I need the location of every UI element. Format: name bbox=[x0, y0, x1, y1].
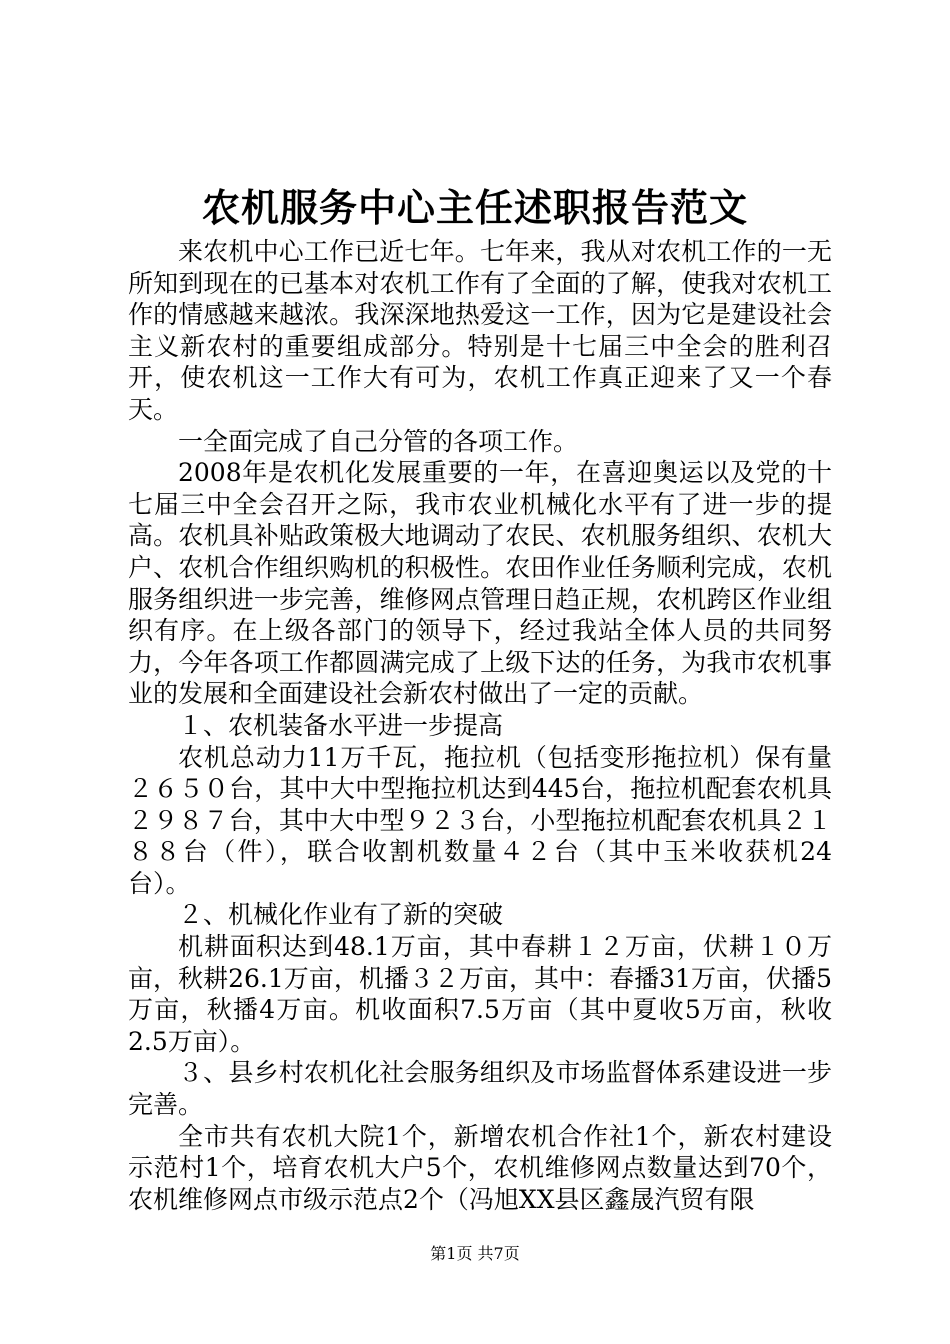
paragraph-heading-2: ２、机械化作业有了新的突破 bbox=[178, 900, 504, 930]
paragraph-section-heading: 一全面完成了自己分管的各项工作。 bbox=[178, 426, 579, 456]
document-body bbox=[128, 236, 832, 1215]
paragraph-service-network: 全市共有农机大院1个，新增农机合作社1个，新农村建设示范村1个，培育农机大户5个，农机维修网点数量达到70个，农机维修网点市级示范点2个（冯旭XX县区鑫晟汽贸有限 bbox=[128, 1121, 832, 1214]
paragraph-heading-3: ３、县乡村农机化社会服务组织及市场监督体系建设进一步完善。 bbox=[128, 1058, 832, 1120]
document-title: 农机服务中心主任述职报告范文 bbox=[201, 185, 748, 230]
paragraph-summary-2008: 2008年是农机化发展重要的一年，在喜迎奥运以及党的十七届三中全会召开之际，我市农业机械化水平有了进一步的提高。农机具补贴政策极大地调动了农民、农机服务组织、农机大户、农机合作组织购机的积极性。农田作业任务顺利完成，农机服务组织进一步完善，维修网点管理日趋正规，农机跨区作业组织有序。在上级各部门的领导下，经过我站全体人员的共同努力，今年各项工作都圆满完成了上级下达的任务，为我市农机事业的发展和全面建设社会新农村做出了一定的贡献。 bbox=[128, 458, 832, 709]
paragraph-equipment: 农机总动力11万千瓦，拖拉机（包括变形拖拉机）保有量２６５０台，其中大中型拖拉机达到445台，拖拉机配套农机具２９８７台，其中大中型９２３台，小型拖拉机配套农机具２１８８台（件），联合收割机数量４２台（其中玉米收获机24台）。 bbox=[128, 742, 832, 898]
paragraph-mechanization: 机耕面积达到48.1万亩，其中春耕１２万亩，伏耕１０万亩，秋耕26.1万亩，机播３２万亩，其中：春播31万亩，伏播5万亩，秋播4万亩。机收面积7.5万亩（其中夏收5万亩，秋收2.5万亩）。 bbox=[128, 932, 832, 1056]
paragraph-intro: 来农机中心工作已近七年。七年来，我从对农机工作的一无所知到现在的已基本对农机工作有了全面的了解，使我对农机工作的情感越来越浓。我深深地热爱这一工作，因为它是建设社会主义新农村的重要组成部分。特别是十七届三中全会的胜利召开，使农机这一工作大有可为，农机工作真正迎来了又一个春天。 bbox=[128, 237, 832, 424]
paragraph-heading-1: １、农机装备水平进一步提高 bbox=[178, 710, 504, 740]
page-footer: 第1页 共7页 bbox=[430, 1244, 520, 1263]
